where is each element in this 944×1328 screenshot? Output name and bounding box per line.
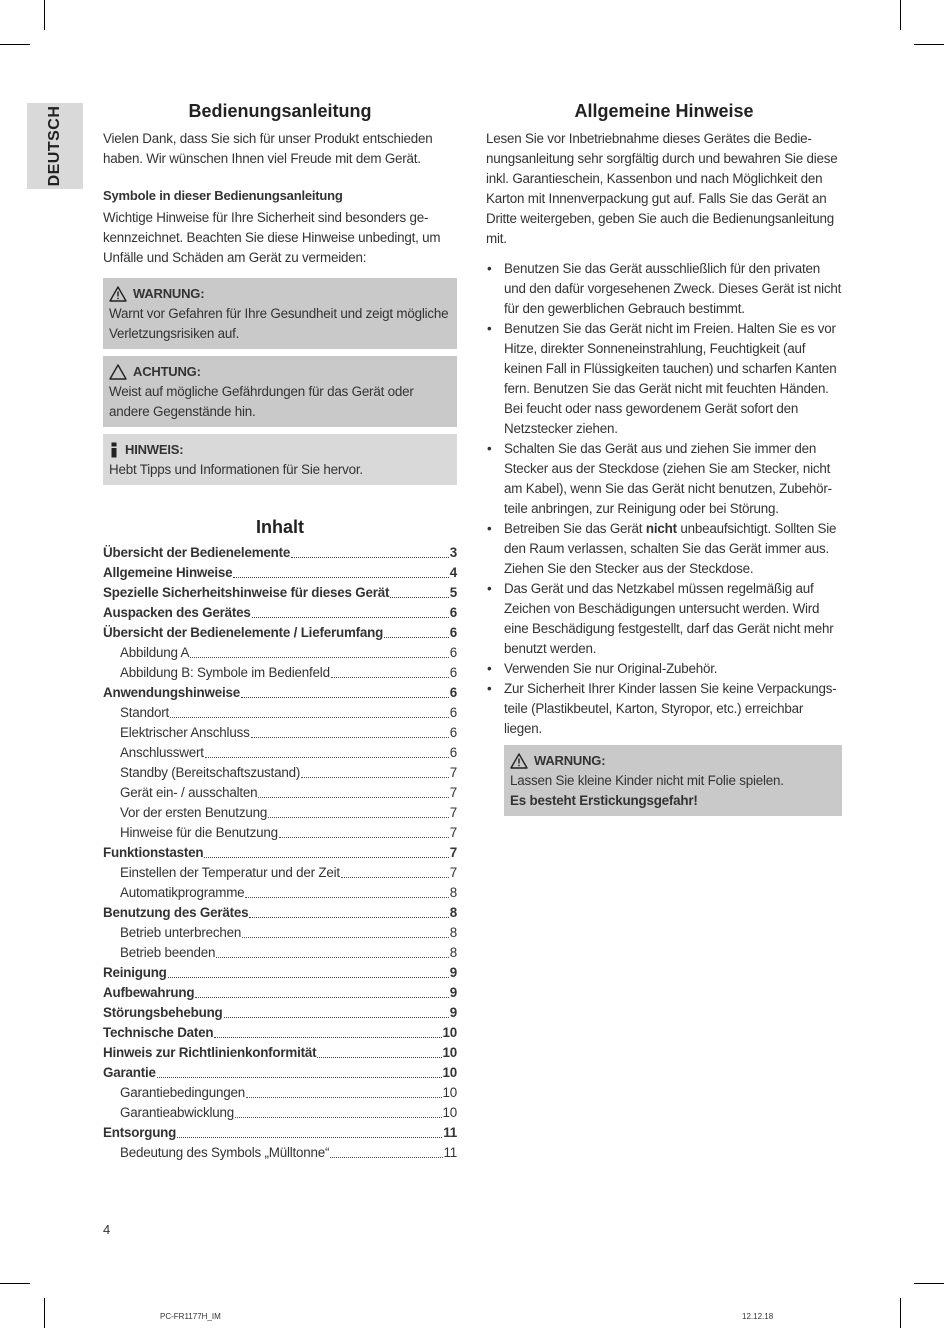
warning-label: WARNUNG: [133,286,205,301]
footer-date: 12.12.18 [742,1312,774,1321]
toc-entry [103,883,457,903]
toc-entry-page: 10 [442,1045,457,1060]
toc-entry-page: 7 [449,845,457,860]
toc-entry [103,823,457,843]
toc-entry [103,1043,457,1063]
toc-entry-label: Benutzung des Gerätes [103,905,249,920]
toc-entry-page: 9 [449,1005,457,1020]
toc-entry [103,1083,457,1103]
list-item-text: unbeaufsichtigt. Sollten Sie den Raum verlassen, schalten Sie das Gerät immer aus. Ziehen Sie den Stecker aus der Steckdose. [504,521,837,576]
toc-entry-page: 7 [449,765,457,780]
toc-leader [214,1037,441,1038]
toc-entry-page: 10 [442,1105,457,1120]
toc-entry-page: 6 [449,685,457,700]
crop-mark [914,44,944,45]
toc-leader [317,1057,441,1058]
crop-mark [44,0,45,30]
toc-entry-label: Elektrischer Anschluss [120,725,250,740]
toc-entry-label: Garantieabwicklung [120,1105,235,1120]
list-item [486,519,842,579]
toc-entry-page: 4 [449,565,457,580]
note-box [103,434,457,485]
right-column [486,99,842,816]
toc-entry [103,803,457,823]
toc-entry [103,623,457,643]
toc-entry-page: 7 [449,865,457,880]
toc-entry-label: Einstellen der Temperatur und der Zeit [120,865,340,880]
toc-entry [103,603,457,623]
warning-triangle-icon [109,286,127,302]
toc-leader [341,877,449,878]
toc-entry [103,1143,457,1163]
toc-leader [242,937,449,938]
toc-entry-label: Auspacken des Gerätes [103,605,251,620]
toc-entry-label: Technische Daten [103,1025,214,1040]
toc-entry [103,663,457,683]
toc-leader [170,717,449,718]
toc-entry-label: Übersicht der Bedienelemente / Lieferumfang [103,625,384,640]
page-number: 4 [103,1222,111,1237]
toc-entry-label: Hinweis zur Richtlinienkonformität [103,1045,317,1060]
toc-entry [103,863,457,883]
toc-entry-label: Reinigung [103,965,167,980]
toc-entry-label: Bedeutung des Symbols „Mülltonne“ [120,1145,330,1160]
toc-entry-label: Abbildung B: Symbole im Bedienfeld [120,665,330,680]
list-item: • Das Gerät und das Netzkabel müssen regelmäßig auf Zeichen von Beschädigungen untersucht werden. Wird eine Beschädigung festgestellt, darf das Gerät nicht mehr benutzt werden. [486,579,842,659]
toc-entry-label: Anschlusswert [120,745,204,760]
symbols-heading: Symbole in dieser Bedienungsanleitung [103,188,343,203]
toc-entry-page: 6 [449,745,457,760]
warning-box [103,278,457,349]
toc-leader [291,557,449,558]
caution-triangle-icon [109,364,127,380]
toc-entry-page: 9 [449,985,457,1000]
toc-entry-label: Standby (Bereitschaftszustand) [120,765,301,780]
list-item: • Benutzen Sie das Gerät ausschließlich für den privaten und den dafür vorgesehenen Zweck. Dieses Gerät ist nicht für den gewerblichen Gebrauch bestimmt. [486,259,842,319]
toc-entry-label: Standort [120,705,170,720]
toc-leader [246,1097,441,1098]
manual-title: Bedienungsanleitung [188,101,372,121]
toc-entry-label: Gerät ein- / ausschalten [120,785,258,800]
toc-entry [103,743,457,763]
list-item: • Verwenden Sie nur Original-Zubehör. [486,659,842,679]
toc-entry-page: 6 [449,665,457,680]
toc-entry-page: 8 [449,905,457,920]
toc-entry [103,583,457,603]
warning-text: Lassen Sie kleine Kinder nicht mit Folie spielen. [510,773,784,788]
toc-entry-page: 11 [443,1125,457,1140]
toc-entry-label: Automatikprogramme [120,885,245,900]
toc-entry [103,1003,457,1023]
toc-leader [168,977,449,978]
toc-leader [252,617,449,618]
toc-entry [103,943,457,963]
crop-mark [900,1298,901,1328]
crop-mark [44,1298,45,1328]
toc-entry-label: Funktionstasten [103,845,204,860]
toc-entry-label: Betrieb unterbrechen [120,925,242,940]
toc-entry-label: Allgemeine Hinweise [103,565,233,580]
toc-title: Inhalt [256,517,304,537]
warning-triangle-icon [510,753,528,769]
toc-entry-label: Störungsbehebung [103,1005,223,1020]
crop-mark [900,0,901,30]
toc-entry-page: 9 [449,965,457,980]
general-notes-intro: Lesen Sie vor Inbetriebnahme dieses Gerätes die Bedienungsanleitung sehr sorgfältig durch und bewahren Sie diese inkl. Garantieschein, Kassenbon und nach Möglichkeit den Karton mit Innenverpackung gut auf. Falls Sie das Gerät an Dritte weitergeben, geben Sie auch die Bedienungsanleitung mit. [486,131,838,246]
toc-entry-page: 10 [442,1085,457,1100]
toc-entry [103,843,457,863]
toc-leader [241,697,449,698]
crop-mark [0,44,30,45]
toc-entry-label: Entsorgung [103,1125,177,1140]
toc-entry-page: 5 [449,585,457,600]
toc-entry [103,683,457,703]
toc-entry [103,723,457,743]
caution-text: Weist auf mögliche Gefährdungen für das Gerät oder andere Gegenstände hin. [109,384,414,419]
toc-entry [103,703,457,723]
toc-entry-label: Vor der ersten Benutzung [120,805,268,820]
info-icon [109,442,119,458]
toc-entry [103,643,457,663]
note-label: HINWEIS: [125,442,184,457]
toc-leader [390,597,448,598]
toc-leader [235,1117,441,1118]
toc-leader [330,1157,442,1158]
toc-entry [103,783,457,803]
toc-leader [190,657,448,658]
toc-entry-label: Garantie [103,1065,156,1080]
toc-entry-label: Abbildung A [120,645,190,660]
toc-entry [103,563,457,583]
toc-entry-page: 6 [449,625,457,640]
toc-entry-label: Anwendungshinweise [103,685,241,700]
toc-entry [103,1123,457,1143]
safety-list [486,259,842,739]
toc-entry-label: Garantiebedingungen [120,1085,246,1100]
toc-leader [279,837,449,838]
toc-entry [103,1103,457,1123]
toc-leader [216,957,448,958]
toc-leader [204,857,448,858]
toc-leader [331,677,449,678]
toc-entry [103,543,457,563]
toc-leader [258,797,448,798]
toc-leader [251,737,449,738]
toc-entry-label: Hinweise für die Benutzung [120,825,278,840]
intro-text: Vielen Dank, dass Sie sich für unser Produkt entschieden haben. Wir wünschen Ihnen viel Freude mit dem Gerät. [103,131,433,166]
toc-entry-page: 3 [449,545,457,560]
footer-doc-id: PC-FR1177H_IM [160,1312,221,1321]
table-of-contents [103,543,457,1163]
warning-emphasis: Es besteht Erstickungsgefahr! [510,793,698,808]
warning-text: Warnt vor Gefahren für Ihre Gesundheit und zeigt mögliche Verletzungsrisiken auf. [109,306,449,341]
toc-entry-page: 10 [442,1065,457,1080]
toc-entry-label: Betrieb beenden [120,945,216,960]
toc-leader [249,917,448,918]
language-tab [27,103,83,189]
toc-entry [103,983,457,1003]
general-notes-title: Allgemeine Hinweise [574,101,754,121]
caution-box [103,356,457,427]
toc-entry [103,1063,457,1083]
toc-leader [205,757,449,758]
toc-entry-label: Übersicht der Bedienelemente [103,545,291,560]
symbols-text: Wichtige Hinweise für Ihre Sicherheit sind besonders gekennzeichnet. Beachten Sie diese Hinweise unbedingt, um Unfälle und Schäden am Gerät zu vermeiden: [103,210,441,265]
toc-entry-page: 10 [442,1025,457,1040]
children-warning-box [504,745,842,816]
toc-leader [384,637,449,638]
toc-entry [103,963,457,983]
toc-entry [103,903,457,923]
toc-entry-label: Spezielle Sicherheitshinweise für dieses Gerät [103,585,390,600]
toc-entry-page: 6 [449,645,457,660]
language-tab-label: DEUTSCH [46,105,63,187]
note-text: Hebt Tipps und Informationen für Sie hervor. [109,462,363,477]
toc-leader [301,777,449,778]
toc-entry-label: Aufbewahrung [103,985,195,1000]
toc-leader [224,1017,449,1018]
toc-leader [233,577,448,578]
toc-entry-page: 7 [449,785,457,800]
left-column [103,99,457,1163]
toc-entry-page: 7 [449,805,457,820]
toc-leader [157,1077,442,1078]
toc-entry [103,763,457,783]
list-item: • Schalten Sie das Gerät aus und ziehen Sie immer den Stecker aus der Steckdose (ziehen Sie am Stecker, nicht am Kabel), wenn Sie das Gerät nicht benutzen, Zubehörteile anbringen, zur Reinigung oder bei Störung. [486,439,842,519]
toc-entry [103,1023,457,1043]
toc-entry-page: 6 [449,605,457,620]
toc-entry-page: 8 [449,885,457,900]
warning-label: WARNUNG: [534,753,606,768]
crop-mark [0,1283,30,1284]
toc-entry-page: 11 [443,1145,457,1160]
toc-entry-page: 8 [449,945,457,960]
list-item: • Benutzen Sie das Gerät nicht im Freien. Halten Sie es vor Hitze, direkter Sonneneinstrahlung, Feuchtigkeit (auf keinen Fall in Flüssigkeiten tauchen) und scharfen Kanten fern. Benutzen Sie das Gerät nicht mit feuchten Händen. Bei feucht oder nass gewordenem Gerät sofort den Netzstecker ziehen. [486,319,842,439]
crop-mark [914,1283,944,1284]
toc-entry-page: 6 [449,705,457,720]
toc-entry-page: 6 [449,725,457,740]
list-item: • Zur Sicherheit Ihrer Kinder lassen Sie keine Verpackungsteile (Plastikbeutel, Karton, Styropor, etc.) erreichbar liegen. [486,679,842,739]
list-item-text: Betreiben Sie das Gerät [504,521,646,536]
toc-leader [177,1137,442,1138]
toc-leader [268,817,449,818]
toc-entry [103,923,457,943]
toc-entry-page: 7 [449,825,457,840]
toc-leader [195,997,448,998]
caution-label: ACHTUNG: [133,364,201,379]
list-item-emphasis: nicht [645,521,677,536]
toc-entry-page: 8 [449,925,457,940]
toc-leader [245,897,448,898]
